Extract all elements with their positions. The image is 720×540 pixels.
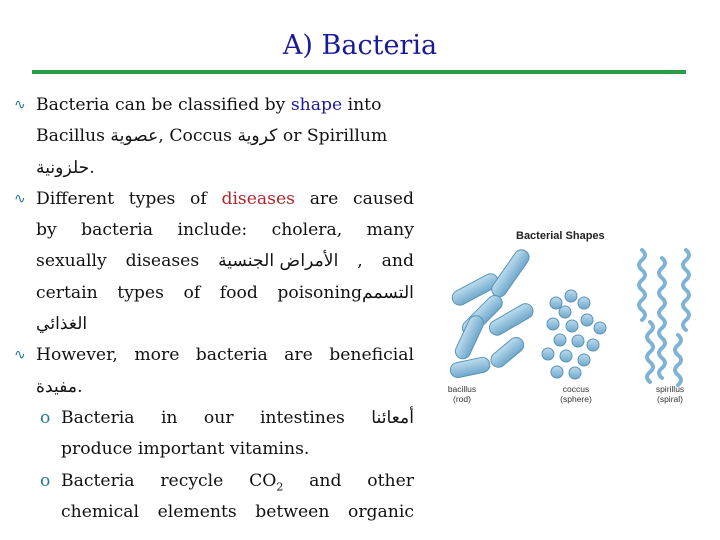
word: and — [309, 470, 342, 491]
word: bacteria — [81, 220, 154, 241]
arabic-text: الأمراض الجنسية — [218, 251, 339, 272]
bullet-3-line-2 — [14, 372, 414, 403]
arabic-text: حلزونية — [36, 157, 90, 178]
word: of — [190, 188, 207, 209]
caption-line: (spiral) — [657, 394, 683, 404]
caption-spirillus — [640, 384, 700, 404]
word: elements — [157, 501, 237, 522]
slide-title: A) Bacteria — [282, 30, 438, 61]
title-underline — [32, 70, 686, 74]
word: types — [117, 282, 164, 303]
text: produce important vitamins. — [61, 439, 310, 460]
word: our — [203, 407, 234, 428]
bullet-1-line-3 — [14, 153, 414, 184]
word: in — [160, 407, 178, 428]
word: many — [366, 220, 414, 241]
caption-line: spirillus — [655, 384, 685, 394]
bullet-marker-icon: ∿ — [14, 347, 26, 364]
sub-bullet-marker: o — [40, 470, 51, 491]
bullet-2-line-1 — [14, 184, 414, 215]
sub-bullet-marker: o — [40, 407, 51, 428]
word: include: — [177, 220, 248, 241]
word: of — [183, 282, 201, 303]
chem-subscript: 2 — [276, 480, 284, 493]
word: Bacteria — [61, 407, 135, 428]
word: Different — [36, 188, 115, 209]
word: cholera, — [271, 220, 343, 241]
word: certain — [36, 282, 98, 303]
word: types — [128, 188, 176, 209]
slide-body — [14, 90, 414, 528]
word: between — [255, 501, 330, 522]
word: Bacteria — [61, 470, 135, 491]
word: chemical — [61, 501, 140, 522]
figure-heading: Bacterial Shapes — [516, 230, 605, 242]
arabic-text: عصوية — [110, 126, 159, 147]
caption-line: (rod) — [453, 394, 471, 404]
bullet-2-line-3 — [14, 246, 414, 277]
arabic-text: التسمم — [362, 282, 414, 303]
word: are — [309, 188, 339, 209]
word-emphasis: diseases — [221, 188, 295, 209]
word: other — [367, 470, 414, 491]
bullet-marker-icon: ∿ — [14, 190, 26, 207]
arabic-text: مفيدة — [36, 376, 78, 397]
caption-line: coccus — [562, 384, 590, 394]
bullet-marker-icon: ∿ — [14, 97, 26, 113]
sub-bullet-1-line-2 — [14, 434, 414, 465]
arabic-text: كروية — [237, 126, 278, 147]
caption-bacillus — [432, 384, 492, 404]
word: food — [219, 282, 258, 303]
word: organic — [347, 501, 414, 522]
word: recycle — [160, 470, 224, 491]
word: bacteria — [195, 345, 268, 366]
word: diseases — [125, 251, 200, 272]
text: or Spirillum — [277, 126, 388, 147]
bullet-1-line-2 — [14, 121, 414, 152]
text: , Coccus — [158, 126, 238, 147]
caption-line: bacillus — [447, 384, 477, 394]
word: However, — [36, 345, 118, 366]
text: . — [89, 157, 95, 178]
word: intestines — [259, 407, 345, 428]
bacterial-shapes-figure — [428, 215, 709, 405]
caption-line: (sphere) — [560, 394, 592, 404]
text: . — [77, 376, 83, 397]
bullet-3-line-1 — [14, 340, 414, 371]
word: caused — [353, 188, 414, 209]
word: , — [357, 251, 363, 272]
word-emphasis: shape — [290, 95, 343, 115]
sub-bullet-1-line-1 — [14, 403, 414, 434]
bullet-2-line-4 — [14, 278, 414, 309]
word: beneficial — [329, 345, 414, 366]
caption-coccus — [546, 384, 606, 404]
word: sexually — [36, 251, 107, 272]
bullet-1-line-1 — [14, 90, 414, 121]
word: by — [36, 220, 57, 241]
bullet-2-line-5 — [14, 309, 414, 340]
sub-bullet-2-line-2 — [14, 497, 414, 528]
arabic-text: أمعائنا — [371, 407, 414, 428]
text: Bacillus — [36, 126, 111, 147]
arabic-text: الغذائي — [36, 314, 88, 335]
chem-formula: CO — [249, 470, 277, 491]
word: more — [134, 345, 180, 366]
text: Bacteria can be classified by shape into — [36, 95, 382, 115]
word: poisoning — [277, 282, 363, 303]
sub-bullet-2-line-1 — [14, 466, 414, 497]
bullet-2-line-2 — [14, 215, 414, 246]
word: and — [381, 251, 414, 272]
word: are — [284, 345, 313, 366]
